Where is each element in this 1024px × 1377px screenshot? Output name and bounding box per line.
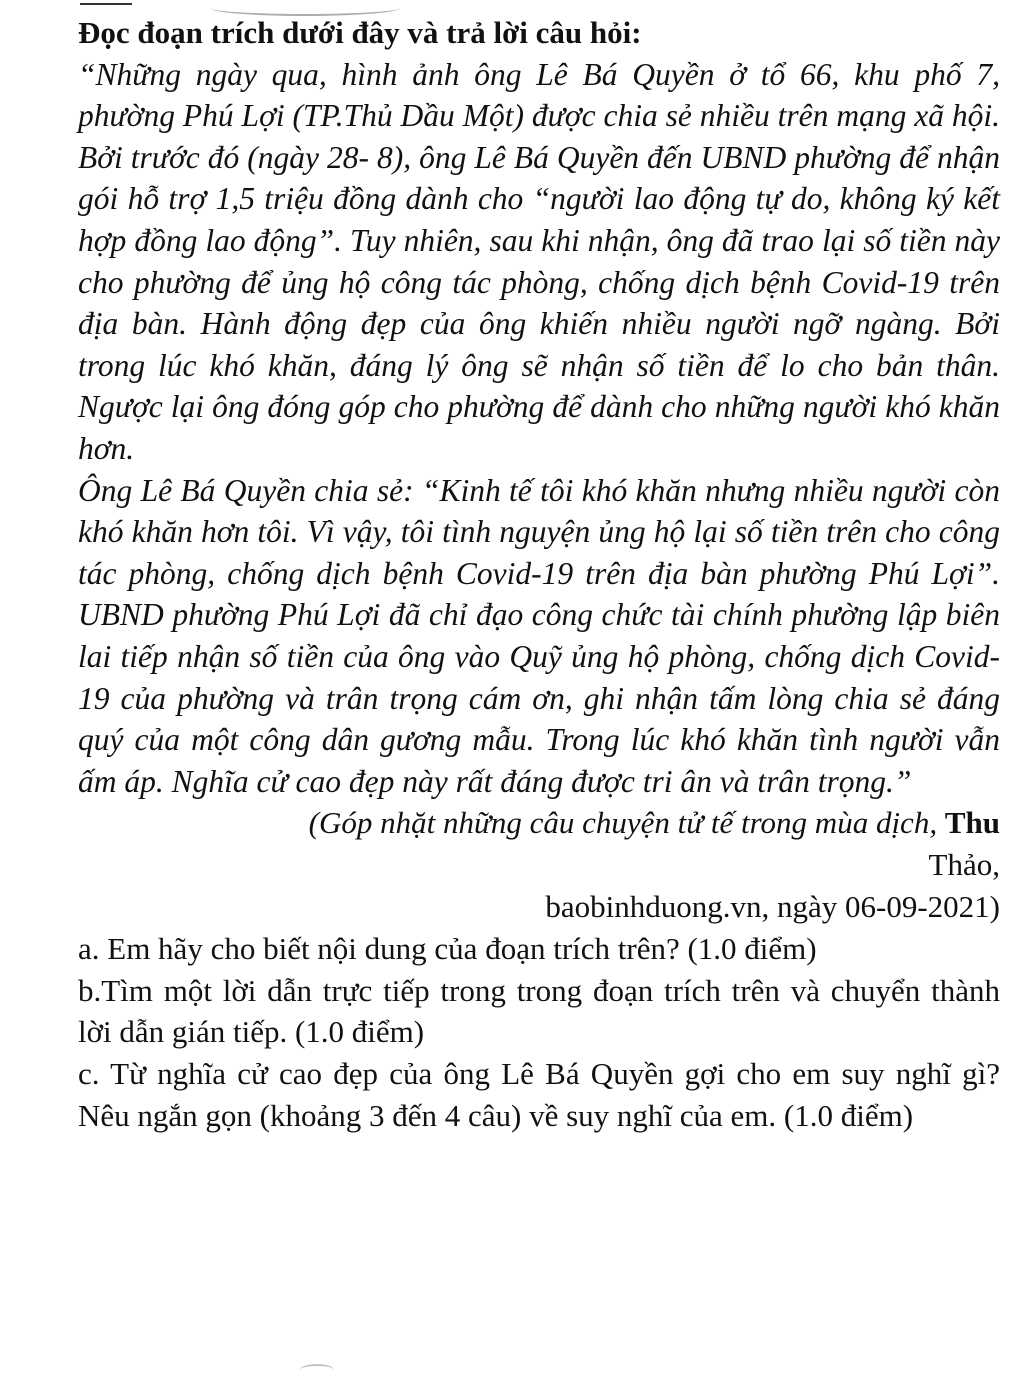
question-a: a. Em hãy cho biết nội dung của đoạn trích trên? (1.0 điểm)	[78, 931, 817, 967]
source-title: (Góp nhặt những câu chuyện tử tế trong mùa dịch,	[308, 805, 945, 841]
question-b: b.Tìm một lời dẫn trực tiếp trong trong đoạn trích trên và chuyển thành lời dẫn gián tiếp. (1.0 điểm)	[78, 972, 1000, 1050]
source-site-date: baobinhduong.vn, ngày 06-09-2021)	[545, 889, 1000, 925]
exercise-content	[78, 12, 1000, 1136]
question-c: c. Từ nghĩa cử cao đẹp của ông Lê Bá Quyền gợi cho em suy nghĩ gì? Nêu ngắn gọn (khoảng 3 đến 4 câu) về suy nghĩ của em. (1.0 điểm)	[78, 1056, 1000, 1133]
passage-paragraph-1: “Những ngày qua, hình ảnh ông Lê Bá Quyền ở tổ 66, khu phố 7, phường Phú Lợi (TP.Thủ Dầu Một) được chia sẻ nhiều trên mạng xã hội. Bởi trước đó (ngày 28- 8), ông Lê Bá Quyền đến UBND phường để nhận gói hỗ trợ 1,5 triệu đồng dành cho “người lao động tự do, không ký kết hợp đồng lao động”. Tuy nhiên, sau khi nhận, ông đã trao lại số tiền này cho phường để ủng hộ công tác phòng, chống dịch bệnh Covid-19 trên địa bàn. Hành động đẹp của ông khiến nhiều người ngỡ ngàng. Bởi trong lúc khó khăn, đáng lý ông sẽ nhận số tiền để lo cho bản thân. Ngược lại ông đóng góp cho phường để dành cho những người khó khăn hơn.	[78, 56, 1000, 466]
top-rule-mark	[80, 3, 132, 5]
source-author-last: Thảo,	[928, 847, 1000, 883]
exercise-heading: Đọc đoạn trích dưới đây và trả lời câu hỏi:	[78, 15, 642, 50]
source-citation	[78, 802, 1000, 844]
source-author-first: Thu	[944, 805, 1000, 841]
bottom-cropped-mark	[300, 1364, 334, 1376]
passage-paragraph-2: Ông Lê Bá Quyền chia sẻ: “Kinh tế tôi khó khăn nhưng nhiều người còn khó khăn hơn tôi. Vì vậy, tôi tình nguyện ủng hộ lại số tiền trên cho công tác phòng, chống dịch bệnh Covid-19 trên địa bàn phường Phú Lợi”. UBND phường Phú Lợi đã chỉ đạo công chức tài chính phường lập biên lai tiếp nhận số tiền của ông vào Quỹ ủng hộ phòng, chống dịch Covid-19 của phường và trân trọng cám ơn, ghi nhận tấm lòng chia sẻ đáng quý của một công dân gương mẫu. Trong lúc khó khăn tình người vẫn ấm áp. Nghĩa cử cao đẹp này rất đáng được tri ân và trân trọng.”	[78, 472, 1000, 799]
